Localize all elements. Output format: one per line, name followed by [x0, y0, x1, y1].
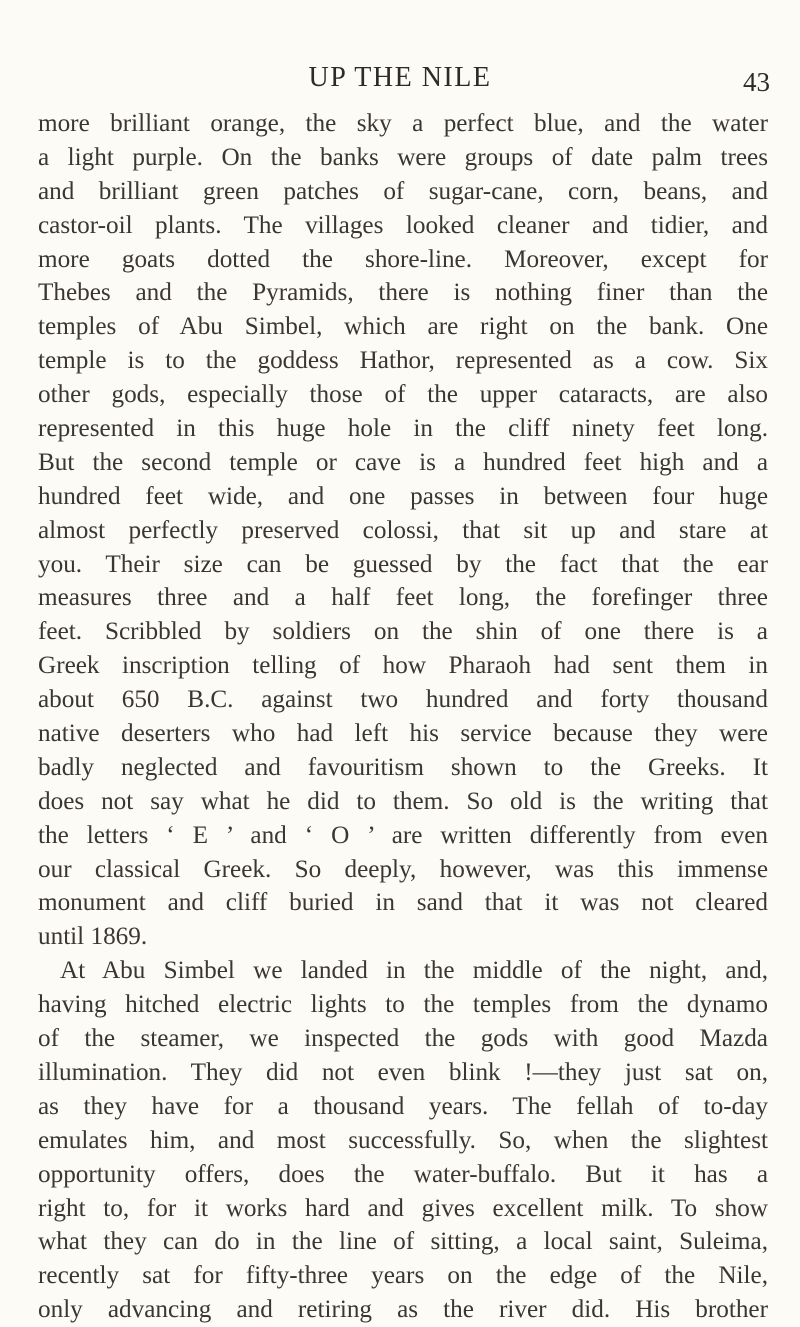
text-line: a light purple. On the banks were groups of date palm trees	[38, 143, 768, 171]
text-line: of the steamer, we inspected the gods with good Mazda	[38, 1025, 768, 1053]
text-line: badly neglected and favouritism shown to the Greeks. It	[38, 753, 768, 781]
body-text	[38, 107, 768, 1327]
text-line: what they can do in the line of sitting, a local saint, Suleima,	[38, 1228, 768, 1256]
text-line: native deserters who had left his service because they were	[38, 720, 768, 748]
text-line: emulates him, and most successfully. So, when the slightest	[38, 1126, 768, 1154]
text-line: almost perfectly preserved colossi, that sit up and stare at	[38, 516, 768, 544]
text-line: hundred feet wide, and one passes in between four huge	[38, 482, 768, 510]
text-line: measures three and a half feet long, the forefinger three	[38, 584, 768, 612]
page-number: 43	[743, 67, 770, 97]
text-line: only advancing and retiring as the river did. His brother	[38, 1296, 768, 1324]
text-line-paragraph-start: At Abu Simbel we landed in the middle of the night, and,	[60, 957, 768, 985]
running-title: UP THE NILE	[308, 62, 492, 93]
text-line: more goats dotted the shore-line. Moreover, except for	[38, 245, 768, 273]
text-line: represented in this huge hole in the cliff ninety feet long.	[38, 415, 768, 443]
text-line: the letters ‘ E ’ and ‘ O ’ are written differently from even	[38, 821, 768, 849]
text-line: you. Their size can be guessed by the fact that the ear	[38, 550, 768, 578]
text-line: other gods, especially those of the upper cataracts, are also	[38, 381, 768, 409]
text-line: our classical Greek. So deeply, however, was this immense	[38, 855, 768, 883]
text-line: opportunity offers, does the water-buffalo. But it has a	[38, 1160, 768, 1188]
text-line: recently sat for fifty-three years on the edge of the Nile,	[38, 1262, 768, 1290]
text-line: does not say what he did to them. So old is the writing that	[38, 787, 768, 815]
text-line: as they have for a thousand years. The fellah of to-day	[38, 1092, 768, 1120]
text-line: Greek inscription telling of how Pharaoh had sent them in	[38, 652, 768, 680]
text-line: feet. Scribbled by soldiers on the shin of one there is a	[38, 618, 768, 646]
text-line: castor-oil plants. The villages looked cleaner and tidier, and	[38, 211, 768, 239]
text-line: right to, for it works hard and gives excellent milk. To show	[38, 1194, 768, 1222]
text-line: illumination. They did not even blink !—they just sat on,	[38, 1058, 768, 1086]
text-line: more brilliant orange, the sky a perfect blue, and the water	[38, 110, 768, 137]
text-line: having hitched electric lights to the temples from the dynamo	[38, 991, 768, 1019]
text-line: Thebes and the Pyramids, there is nothing finer than the	[38, 279, 768, 307]
text-line: temples of Abu Simbel, which are right on the bank. One	[38, 313, 768, 341]
text-line: and brilliant green patches of sugar-cane, corn, beans, and	[38, 177, 768, 205]
text-line: monument and cliff buried in sand that it was not cleared	[38, 889, 768, 917]
text-line: about 650 B.C. against two hundred and forty thousand	[38, 686, 768, 714]
text-line-paragraph-end: until 1869.	[38, 923, 148, 951]
text-line: But the second temple or cave is a hundred feet high and a	[38, 448, 768, 476]
running-head	[0, 58, 800, 98]
text-line: temple is to the goddess Hathor, represented as a cow. Six	[38, 347, 768, 375]
